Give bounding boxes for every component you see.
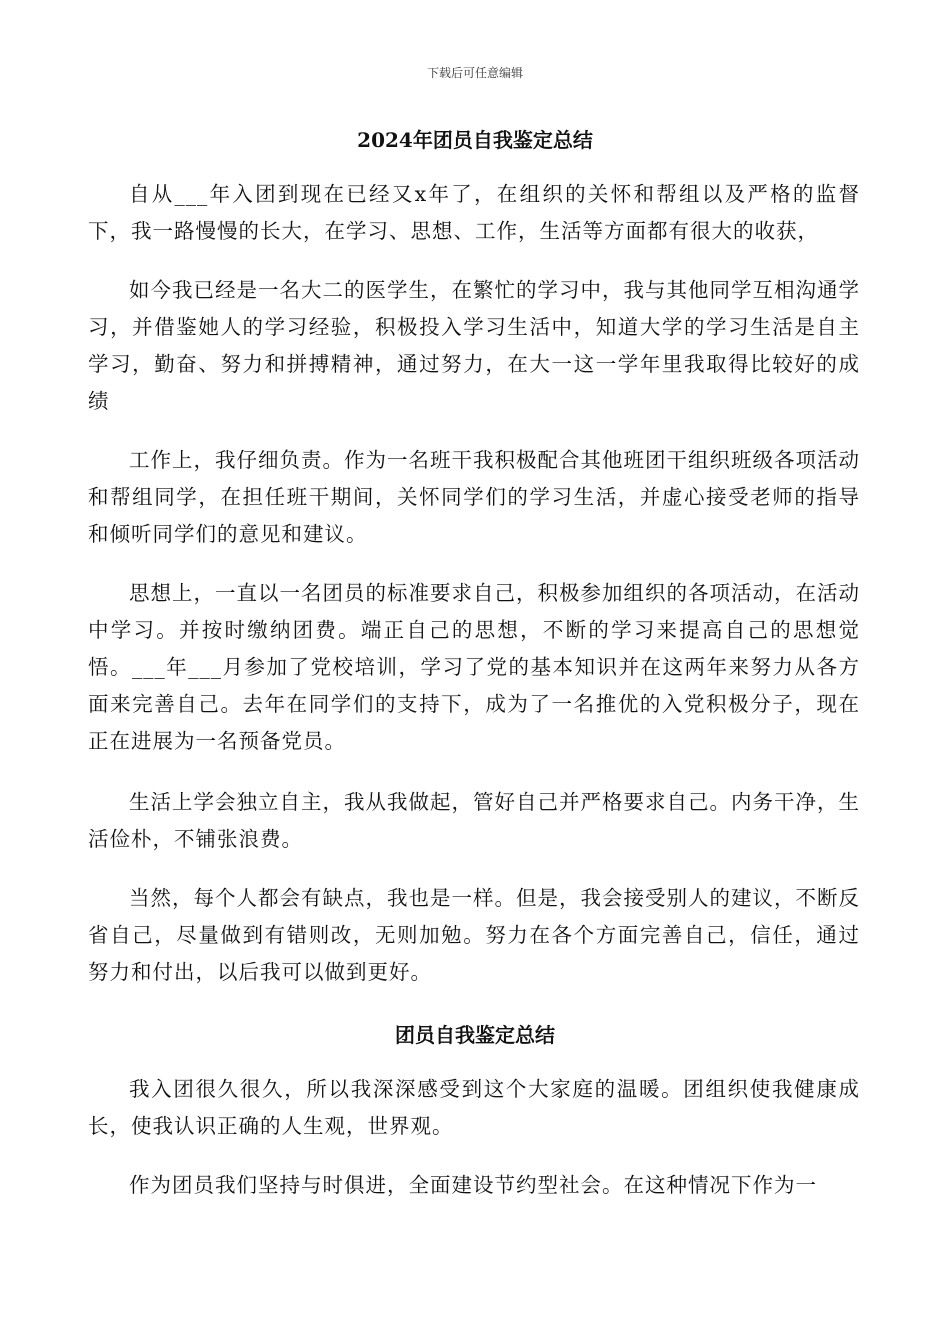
paragraph: 如今我已经是一名大二的医学生，在繁忙的学习中，我与其他同学互相沟通学习，并借鉴她人的学习经验，积极投入学习生活中，知道大学的学习生活是自主学习，勤奋、努力和拼搏精神，通过努力，在大一这一学年里我取得比较好的成绩 bbox=[88, 278, 860, 413]
document-title: 2024年团员自我鉴定总结 bbox=[357, 128, 593, 152]
paragraph: 自从___年入团到现在已经又x年了，在组织的关怀和帮组以及严格的监督下，我一路慢慢的长大，在学习、思想、工作，生活等方面都有很大的收获， bbox=[88, 182, 860, 243]
section-title: 团员自我鉴定总结 bbox=[395, 1023, 555, 1047]
paragraph: 生活上学会独立自主，我从我做起，管好自己并严格要求自己。内务干净，生活俭朴，不铺张浪费。 bbox=[88, 790, 860, 851]
paragraph: 作为团员我们坚持与时俱进，全面建设节约型社会。在这种情况下作为一 bbox=[129, 1173, 817, 1197]
paragraph: 思想上，一直以一名团员的标准要求自己，积极参加组织的各项活动，在活动中学习。并按时缴纳团费。端正自己的思想，不断的学习来提高自己的思想觉悟。___年___月参加了党校培训，学习了党的基本知识并在这两年来努力从各方面来完善自己。去年在同学们的支持下，成为了一名推优的入党积极分子，现在正在进展为一名预备党员。 bbox=[88, 581, 860, 753]
paragraph: 当然，每个人都会有缺点，我也是一样。但是，我会接受别人的建议，不断反省自己，尽量做到有错则改，无则加勉。努力在各个方面完善自己，信任，通过努力和付出，以后我可以做到更好。 bbox=[88, 886, 860, 984]
paragraph: 我入团很久很久，所以我深深感受到这个大家庭的温暖。团组织使我健康成长，使我认识正确的人生观，世界观。 bbox=[88, 1077, 860, 1138]
paragraph: 工作上，我仔细负责。作为一名班干我积极配合其他班团干组织班级各项活动和帮组同学，在担任班干期间，关怀同学们的学习生活，并虚心接受老师的指导和倾听同学们的意见和建议。 bbox=[88, 448, 860, 546]
header-note: 下载后可任意编辑 bbox=[426, 66, 523, 80]
